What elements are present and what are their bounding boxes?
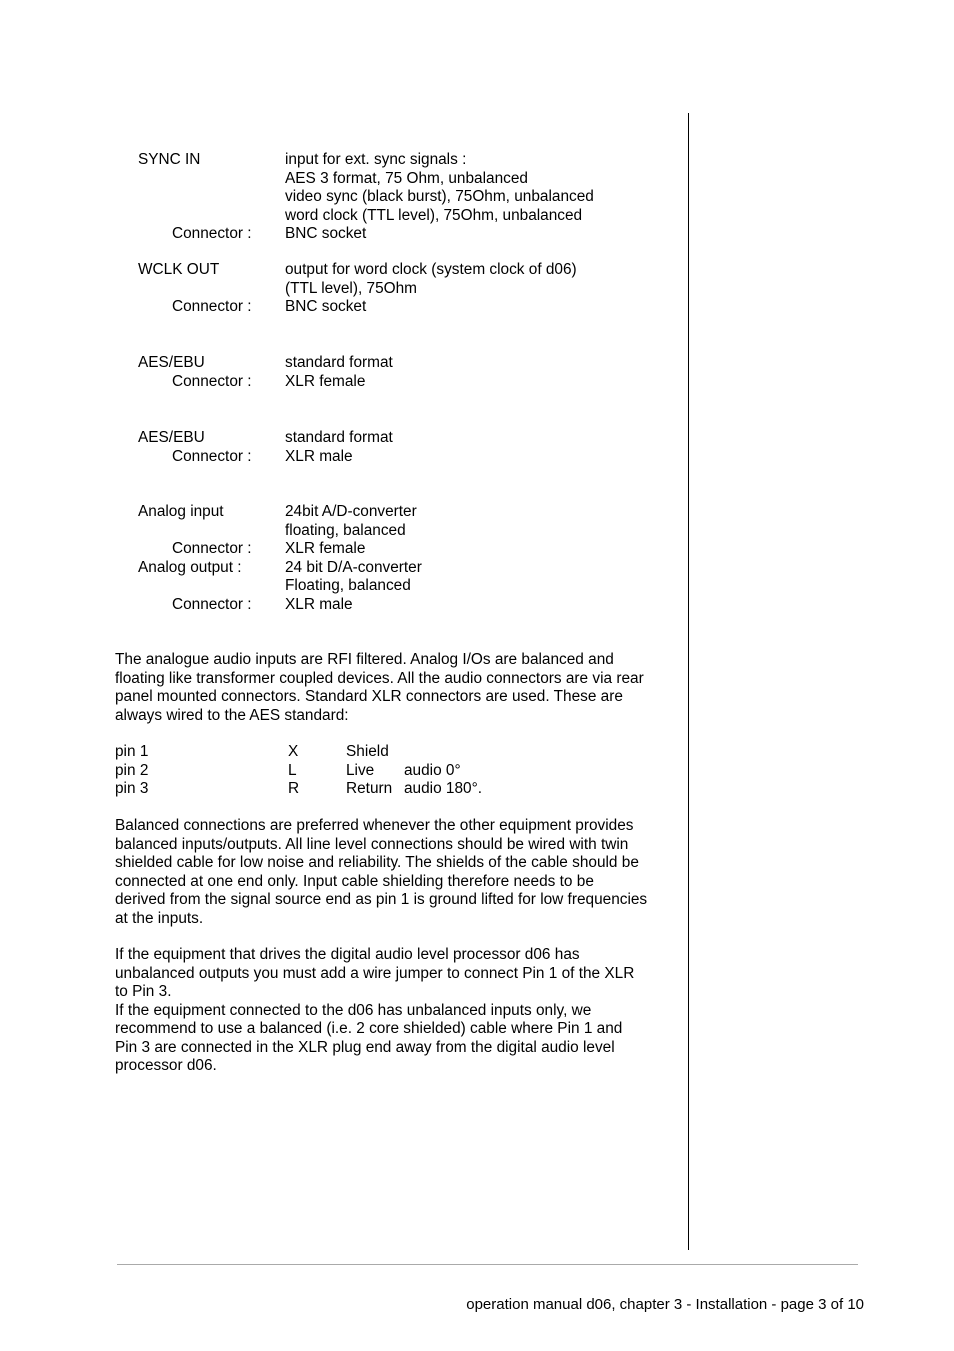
aes-in-connector-label: Connector :: [172, 372, 252, 390]
pin-name: Live: [346, 761, 375, 779]
aes-in-value: standard format: [285, 354, 393, 371]
paragraph-line: unbalanced outputs you must add a wire jumper to connect Pin 1 of the XLR: [115, 964, 635, 982]
paragraph-line: If the equipment connected to the d06 has unbalanced inputs only, we: [115, 1001, 592, 1019]
aes-out-connector: XLR male: [285, 447, 353, 465]
aes-in-label: AES/EBU: [138, 354, 205, 371]
intro-paragraph: [115, 651, 675, 725]
unbalanced-paragraph: [115, 946, 675, 1076]
wclk-out-connector-label: Connector :: [172, 298, 252, 315]
pin-code: L: [288, 761, 297, 779]
paragraph-line: recommend to use a balanced (i.e. 2 core shielded) cable where Pin 1 and: [115, 1020, 623, 1037]
sync-in-line: AES 3 format, 75 Ohm, unbalanced: [285, 169, 528, 187]
analog-out-connector: XLR male: [285, 595, 353, 613]
analog-in-connector-label: Connector :: [172, 540, 252, 557]
analog-out-line: Floating, balanced: [285, 577, 411, 594]
paragraph-line: floating like transformer coupled devices. All the audio connectors are via rear: [115, 669, 644, 687]
sync-in-connector-label: Connector :: [172, 225, 252, 242]
sync-in-line: word clock (TTL level), 75Ohm, unbalanced: [285, 206, 583, 224]
paragraph-line: always wired to the AES standard:: [115, 706, 349, 724]
analog-in-line: floating, balanced: [285, 521, 406, 539]
paragraph-line: balanced inputs/outputs. All line level connections should be wired with twin: [115, 835, 629, 853]
paragraph-line: connected at one end only. Input cable shielding therefore needs to be: [115, 872, 594, 890]
pin-desc: audio 180°.: [404, 780, 483, 797]
sync-in-label: SYNC IN: [138, 151, 201, 168]
analog-out-connector-label: Connector :: [172, 595, 252, 613]
wclk-out-label: WCLK OUT: [138, 261, 220, 278]
sync-in-line: video sync (black burst), 75Ohm, unbalanced: [285, 188, 594, 205]
analog-in-label: Analog input: [138, 503, 224, 520]
footer-divider: [117, 1264, 858, 1265]
paragraph-line: Balanced connections are preferred whenever the other equipment provides: [115, 817, 634, 834]
pin-name: Return: [346, 780, 393, 797]
sync-in-connector: BNC socket: [285, 225, 367, 242]
analog-in-line: 24bit A/D-converter: [285, 503, 417, 520]
analog-out-label: Analog output :: [138, 558, 242, 576]
margin-rule: [688, 113, 689, 1250]
pin-label: pin 1: [115, 743, 149, 760]
sync-in-line: input for ext. sync signals :: [285, 151, 467, 168]
paragraph-line: The analogue audio inputs are RFI filtered. Analog I/Os are balanced and: [115, 651, 614, 668]
aes-in-connector: XLR female: [285, 372, 366, 390]
pin-label: pin 2: [115, 761, 149, 779]
analog-out-line: 24 bit D/A-converter: [285, 558, 422, 576]
aes-out-connector-label: Connector :: [172, 447, 252, 465]
aes-out-value: standard format: [285, 429, 393, 446]
wclk-out-connector: BNC socket: [285, 298, 367, 315]
paragraph-line: shielded cable for low noise and reliability. The shields of the cable should be: [115, 854, 639, 871]
page-footer: operation manual d06, chapter 3 - Installation - page 3 of 10: [466, 1296, 864, 1313]
analog-in-connector: XLR female: [285, 540, 366, 557]
paragraph-line: at the inputs.: [115, 909, 204, 927]
paragraph-line: processor d06.: [115, 1057, 217, 1074]
pin-desc: audio 0°: [404, 761, 461, 779]
pin-code: R: [288, 780, 300, 797]
aes-out-label: AES/EBU: [138, 429, 205, 446]
wclk-out-line: (TTL level), 75Ohm: [285, 279, 417, 297]
paragraph-line: derived from the signal source end as pin 1 is ground lifted for low frequencies: [115, 891, 648, 908]
wclk-out-line: output for word clock (system clock of d06): [285, 261, 577, 278]
pin-code: X: [288, 743, 299, 760]
paragraph-line: panel mounted connectors. Standard XLR connectors are used. These are: [115, 688, 623, 705]
pin-name: Shield: [346, 743, 389, 760]
pin-label: pin 3: [115, 780, 149, 797]
paragraph-line: Pin 3 are connected in the XLR plug end away from the digital audio level: [115, 1038, 615, 1056]
balanced-paragraph: [115, 817, 675, 928]
paragraph-line: If the equipment that drives the digital audio level processor d06 has: [115, 946, 580, 963]
paragraph-line: to Pin 3.: [115, 983, 172, 1000]
